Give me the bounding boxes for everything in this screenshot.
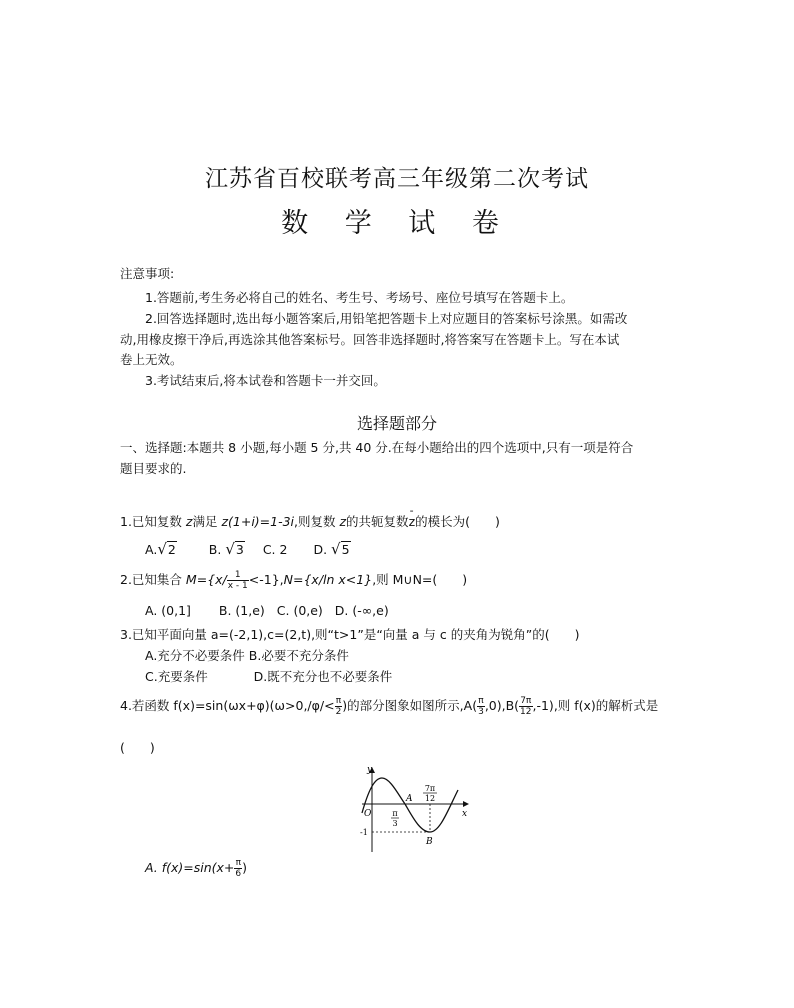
sine-graph-figure xyxy=(350,760,480,855)
pi-7-12-denominator: 12 xyxy=(424,794,436,803)
q1-equation: z(1+i)=1-3i xyxy=(221,514,295,529)
q4-option-a: A. f(x)=sin(x+ $\frac{\pi}{6}$ ) xyxy=(145,858,248,879)
q2-option-c: C. (0,e) xyxy=(276,603,323,618)
notice-heading: 注意事项: xyxy=(120,266,175,281)
q3-option-c: C.充要条件 xyxy=(145,669,208,684)
q4-mid2: ,0),B( xyxy=(484,698,520,713)
q4-frac-7pi-12: $\frac{7\pi}{12}$ xyxy=(520,696,532,717)
pi-3-numerator: π xyxy=(392,809,398,818)
pi-7-12-numerator: 7π xyxy=(424,784,436,793)
q4-paren: ( ) xyxy=(120,740,155,755)
sine-curve xyxy=(362,778,458,832)
section-desc-line-1: 一、选择题:本题共 8 小题,每小题 5 分,共 40 分.在每小题给出的四个选项中,只有一项是符合 xyxy=(120,440,634,455)
q4-frac-pi-2: $\frac{\pi}{2}$ xyxy=(335,696,342,717)
q1-option-b: B. √3 xyxy=(208,540,244,558)
q3-options-row-1 xyxy=(145,646,349,664)
q4-mid1: )的部分图象如图所示,A( xyxy=(342,698,478,713)
q2-mid: <-1}, xyxy=(248,572,284,587)
q3-option-a: A.充分不必要条件 xyxy=(145,648,245,663)
q4-pre: 4.若函数 f(x)=sin(ωx+φ)(ω>0,/φ/< xyxy=(120,698,335,713)
q3-options-row-2 xyxy=(145,667,392,685)
q2-option-b: B. (1,e) xyxy=(218,603,265,618)
x-axis-label: x xyxy=(462,809,468,819)
point-a-label: A xyxy=(406,794,413,804)
question-1 xyxy=(120,504,500,530)
q2-fraction: $\frac{1}{x - 1}$ xyxy=(227,570,248,591)
y-axis-label: y xyxy=(367,765,373,775)
q3-option-b: B.必要不充分条件 xyxy=(248,648,349,663)
q1-zbar: - z xyxy=(408,504,416,529)
q1-mid3: 的共轭复数 xyxy=(346,514,409,529)
q1-option-a: A.√2 xyxy=(145,540,176,558)
q1-options xyxy=(145,540,351,558)
origin-label: O xyxy=(364,809,372,819)
point-b-label: B xyxy=(426,837,433,847)
q2-post: ,则 M∪N=( ) xyxy=(372,572,468,587)
notice-item-2-line-1: 2.回答选择题时,选出每小题答案后,用铅笔把答题卡上对应题目的答案标号涂黑。如需改 xyxy=(145,311,628,326)
q4-frac-pi-3: $\frac{\pi}{3}$ xyxy=(478,696,484,717)
q2-set-n: N={x/ln x<1} xyxy=(283,572,373,587)
q1-option-d: D. √5 xyxy=(313,540,350,558)
pi-3-denominator: 3 xyxy=(392,819,398,828)
q4-post: ,-1),则 f(x)的解析式是 xyxy=(532,698,659,713)
exam-title: 江苏省百校联考高三年级第二次考试 xyxy=(205,166,589,192)
q1-z2: z xyxy=(339,514,347,529)
section-title: 选择题部分 xyxy=(356,414,437,433)
q1-option-c: C. 2 xyxy=(262,542,288,557)
q2-options xyxy=(145,603,389,618)
subject-title: 数 学 试 卷 xyxy=(281,208,513,239)
question-3: 3.已知平面向量 a=(-2,1),c=(2,t),则“t>1”是“向量 a 与 c 的夹角为锐角”的( ) xyxy=(120,627,580,642)
section-desc-line-2: 题目要求的. xyxy=(120,461,187,476)
question-4 xyxy=(120,696,658,717)
question-2 xyxy=(120,570,467,591)
q2-pre: 2.已知集合 xyxy=(120,572,186,587)
minus-one-label: -1 xyxy=(360,828,368,837)
q1-pre: 1.已知复数 xyxy=(120,514,186,529)
notice-item-1: 1.答题前,考生务必将自己的姓名、考生号、考场号、座位号填写在答题卡上。 xyxy=(145,290,574,305)
q1-mid2: ,则复数 xyxy=(294,514,340,529)
notice-item-3: 3.考试结束后,将本试卷和答题卡一并交回。 xyxy=(145,373,386,388)
q1-mid1: 满足 xyxy=(192,514,222,529)
q2-set-m: M={x/ xyxy=(185,572,227,587)
q2-option-d: D. (-∞,e) xyxy=(334,603,389,618)
q1-z: z xyxy=(185,514,193,529)
notice-item-2-line-3: 卷上无效。 xyxy=(120,352,183,367)
q3-option-d: D.既不充分也不必要条件 xyxy=(253,669,393,684)
q2-option-a: A. (0,1] xyxy=(145,603,191,618)
notice-item-2-line-2: 动,用橡皮擦干净后,再选涂其他答案标号。回答非选择题时,将答案写在答题卡上。写在本试 xyxy=(120,332,620,347)
q1-post: 的模长为( ) xyxy=(415,514,500,529)
